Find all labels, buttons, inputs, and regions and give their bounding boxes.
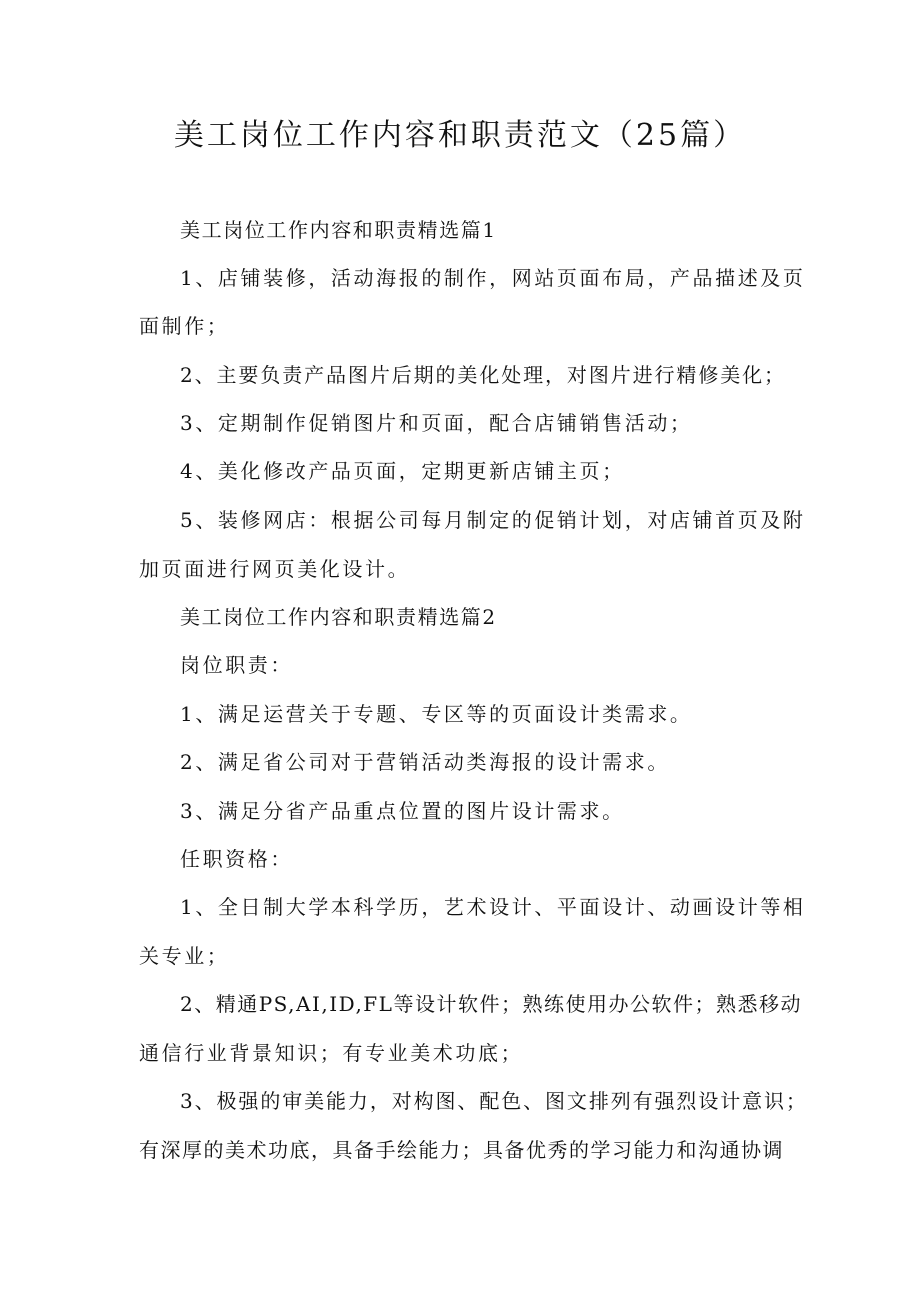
document-title: 美工岗位工作内容和职责范文（25篇）	[173, 118, 747, 153]
paragraph-line: 关专业；	[139, 944, 230, 968]
paragraph-line: 5、装修网店：根据公司每月制定的促销计划，对店铺首页及附	[180, 508, 806, 532]
paragraph-line: 3、极强的审美能力，对构图、配色、图文排列有强烈设计意识；	[180, 1089, 808, 1113]
paragraph-line: 2、主要负责产品图片后期的美化处理，对图片进行精修美化；	[180, 363, 786, 387]
paragraph-line: 2、满足省公司对于营销活动类海报的设计需求。	[180, 750, 670, 774]
subheading: 岗位职责：	[180, 653, 293, 677]
paragraph-line: 3、满足分省产品重点位置的图片设计需求。	[180, 799, 625, 823]
paragraph-line: 有深厚的美术功底，具备手绘能力；具备优秀的学习能力和沟通协调	[139, 1138, 784, 1162]
paragraph-line: 1、店铺装修，活动海报的制作，网站页面布局，产品描述及页	[180, 266, 806, 290]
section-heading-1: 美工岗位工作内容和职责精选篇1	[180, 218, 497, 242]
paragraph-line: 通信行业背景知识；有专业美术功底；	[139, 1041, 524, 1065]
paragraph-line: 2、精通PS,AI,ID,FL等设计软件；熟练使用办公软件；熟悉移动	[180, 992, 802, 1016]
paragraph-line: 加页面进行网页美化设计。	[139, 557, 411, 581]
paragraph-line: 面制作；	[139, 314, 230, 338]
paragraph-line: 4、美化修改产品页面，定期更新店铺主页；	[180, 459, 625, 483]
section-heading-2: 美工岗位工作内容和职责精选篇2	[180, 605, 497, 629]
paragraph-line: 3、定期制作促销图片和页面，配合店铺销售活动；	[180, 411, 693, 435]
paragraph-line: 1、全日制大学本科学历，艺术设计、平面设计、动画设计等相	[180, 895, 806, 919]
paragraph-line: 1、满足运营关于专题、专区等的页面设计类需求。	[180, 702, 693, 726]
subheading: 任职资格：	[180, 847, 293, 871]
